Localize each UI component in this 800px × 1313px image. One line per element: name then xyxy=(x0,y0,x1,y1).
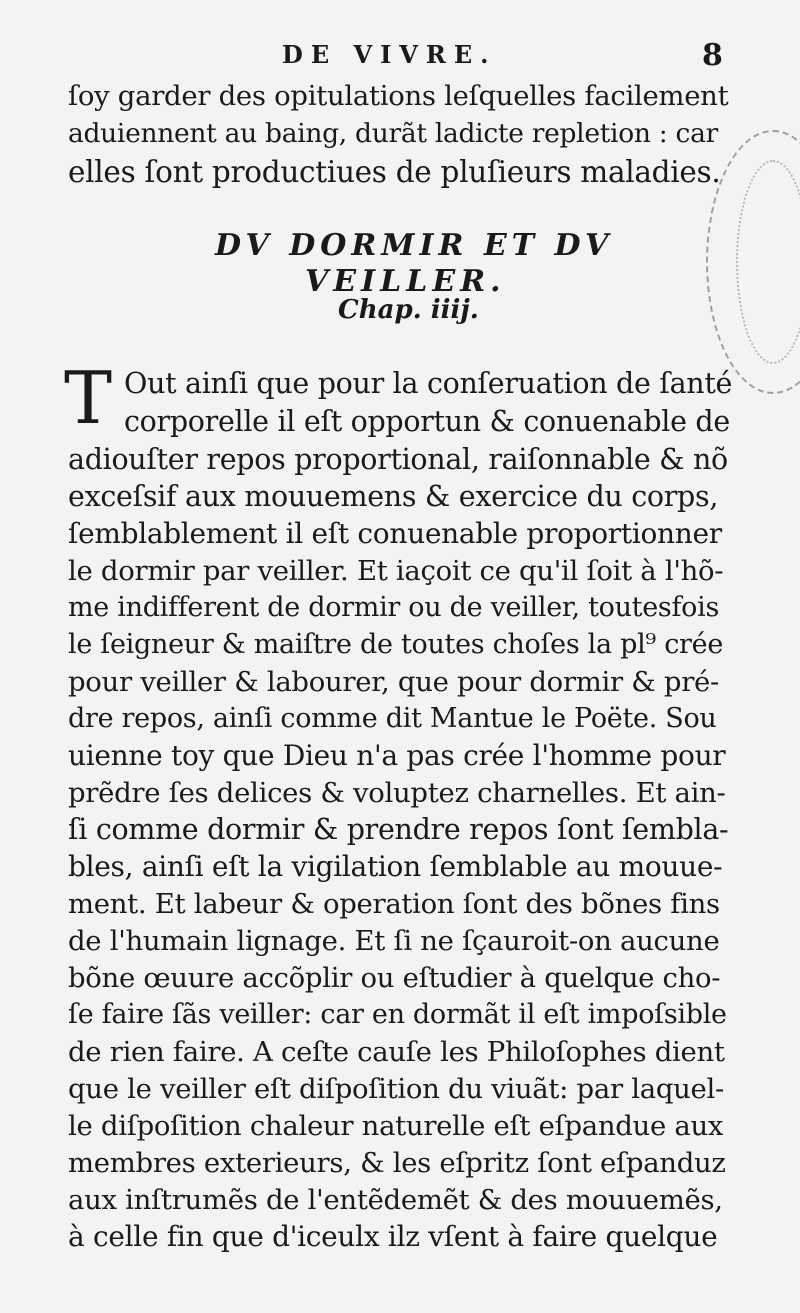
heading-line-1: DV DORMIR ET DV xyxy=(215,228,614,263)
chapter-number: Chap. iiij. xyxy=(338,295,479,325)
text-line: aduiennent au baing, durãt ladicte repletion : car xyxy=(68,118,718,149)
text-line: Out ainſi que pour la conſeruation de ſanté xyxy=(124,367,733,400)
text-line: le dormir par veiller. Et iaçoit ce qu'il ſoit à l'hõ- xyxy=(68,555,724,587)
text-line: de l'humain lignage. Et ſi ne ſçauroit-on aucune xyxy=(68,925,720,957)
text-line: prẽdre ſes delices & voluptez charnelles. Et ain- xyxy=(68,777,726,809)
text-line: dre repos, ainſi comme dit Mantue le Poëte. Sou xyxy=(68,703,717,734)
heading-line-2: VEILLER. xyxy=(305,264,506,299)
drop-cap: T xyxy=(64,356,113,440)
text-line: que le veiller eſt diſpoſition du viuãt: par laquel- xyxy=(68,1073,725,1105)
text-line: adiouſter repos proportional, raiſonnable & nõ xyxy=(68,443,728,476)
text-line: exceſsif aux mouuemens & exercice du corps, xyxy=(68,480,719,513)
text-line: ſe faire ſãs veiller: car en dormãt il eſt impoſsible xyxy=(68,999,727,1030)
text-line: me indifferent de dormir ou de veiller, toutesfois xyxy=(68,592,720,623)
text-line: à celle fin que d'iceulx ilz vſent à faire quelque xyxy=(68,1220,718,1253)
text-line: corporelle il eſt opportun & conuenable de xyxy=(124,405,730,438)
page-number: 8 xyxy=(702,38,723,73)
running-head: DE VIVRE. xyxy=(282,40,497,69)
text-line: de rien faire. A ceſte cauſe les Philoſophes dient xyxy=(68,1036,725,1068)
text-line: bles, ainſi eſt la vigilation ſemblable au mouue- xyxy=(68,850,723,883)
text-line: ſoy garder des opitulations leſquelles facilement xyxy=(68,80,729,112)
text-line: ſi comme dormir & prendre repos ſont ſembla- xyxy=(68,813,729,846)
text-line: ſemblablement il eſt conuenable proportionner xyxy=(68,517,722,550)
text-line: le diſpoſition chaleur naturelle eſt eſpandue aux xyxy=(68,1110,724,1142)
text-line: uienne toy que Dieu n'a pas crée l'homme pour xyxy=(68,739,726,772)
text-line: aux inſtrumẽs de l'entẽdemẽt & des mouuemẽs, xyxy=(68,1184,723,1216)
text-line: pour veiller & labourer, que pour dormir & pré- xyxy=(68,666,720,698)
text-line: le ſeigneur & maiſtre de toutes choſes la pl⁹ crée xyxy=(68,629,724,660)
text-line: membres exterieurs, & les eſpritz ſont eſpanduz xyxy=(68,1147,726,1179)
text-line: elles ſont productiues de pluſieurs maladies. xyxy=(68,155,721,189)
text-line: bõne œuure accõplir ou eſtudier à quelque cho- xyxy=(68,962,721,994)
page-header xyxy=(0,38,800,78)
text-line: ment. Et labeur & operation ſont des bõnes fins xyxy=(68,888,720,920)
